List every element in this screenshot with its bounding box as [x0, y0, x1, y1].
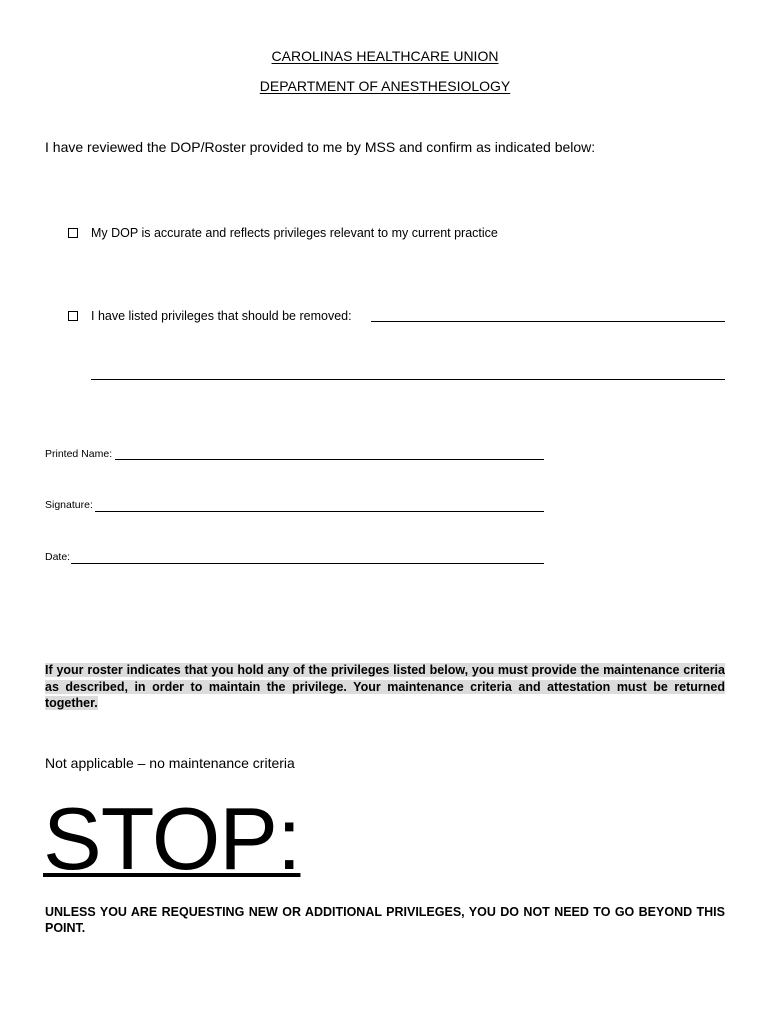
- maintenance-notice: [45, 662, 725, 712]
- printed-name-label: Printed Name:: [45, 448, 113, 460]
- department-title: DEPARTMENT OF ANESTHESIOLOGY: [259, 78, 511, 94]
- dop-accurate-label: My DOP is accurate and reflects privileges relevant to my current practice: [91, 226, 498, 240]
- signature-line[interactable]: [95, 511, 544, 512]
- stop-heading: STOP:: [43, 789, 301, 888]
- privileges-removed-line-1[interactable]: [371, 321, 725, 322]
- signature-label: Signature:: [45, 499, 93, 511]
- final-notice: UNLESS YOU ARE REQUESTING NEW OR ADDITIONAL PRIVILEGES, YOU DO NOT NEED TO GO BEYOND THIS POINT.: [45, 905, 725, 935]
- privileges-removed-line-2[interactable]: [91, 379, 725, 380]
- date-label: Date:: [45, 551, 71, 563]
- form-title: CAROLINAS HEALTHCARE UNION: [271, 48, 499, 64]
- date-line[interactable]: [71, 563, 544, 564]
- maintenance-notice-text: If your roster indicates that you hold any of the privileges listed below, you must provide the maintenance criteria as described, in order to maintain the privilege. Your maintenance criteria and attestation must be returned together.: [45, 663, 725, 710]
- privileges-removed-checkbox[interactable]: [68, 311, 78, 321]
- dop-accurate-checkbox[interactable]: [68, 228, 78, 238]
- printed-name-line[interactable]: [115, 459, 544, 460]
- privileges-removed-label: I have listed privileges that should be removed:: [91, 309, 352, 323]
- not-applicable-text: Not applicable – no maintenance criteria: [45, 755, 295, 771]
- intro-text: I have reviewed the DOP/Roster provided to me by MSS and confirm as indicated below:: [45, 139, 596, 155]
